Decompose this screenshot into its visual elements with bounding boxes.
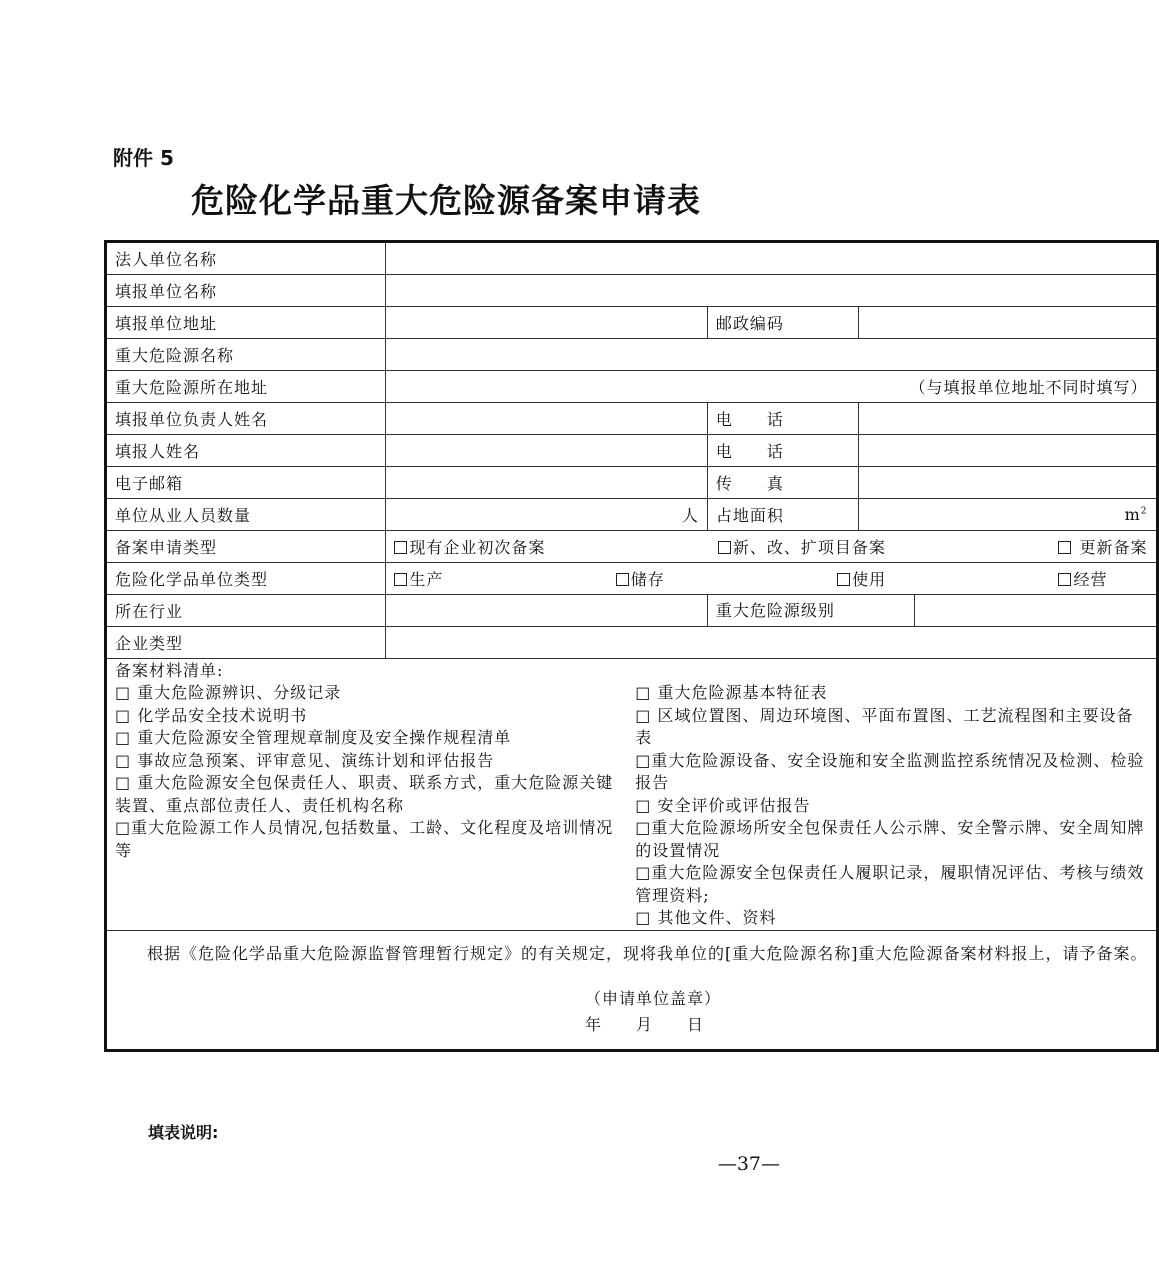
row-declaration: [106, 930, 1158, 1050]
label-chem-unit-type: 危险化学品单位类型: [106, 563, 386, 595]
material-item[interactable]: □ 重大危险源基本特征表: [635, 683, 828, 702]
field-industry[interactable]: [386, 595, 708, 627]
materials-heading: 备案材料清单:: [115, 661, 224, 680]
label-industry: 所在行业: [106, 595, 386, 627]
label-filing-type: 备案申请类型: [106, 531, 386, 563]
material-item[interactable]: □ 重大危险源安全管理规章制度及安全操作规程清单: [115, 728, 512, 747]
filing-form-table: [104, 240, 1159, 1052]
area-unit: m: [1124, 505, 1141, 524]
field-employee-count[interactable]: [386, 499, 708, 531]
filing-type-option-initial[interactable]: 现有企业初次备案: [394, 535, 545, 558]
chem-unit-option-operate[interactable]: 经营: [1058, 567, 1107, 590]
stamp-label: （申请单位盖章）: [585, 988, 722, 1008]
field-legal-unit-name[interactable]: [386, 242, 1157, 275]
chem-unit-option-use[interactable]: 使用: [837, 567, 886, 590]
material-item[interactable]: □重大危险源设备、安全设施和安全监测监控系统情况及检测、检验报告: [635, 750, 1145, 792]
filing-type-options: [386, 531, 1157, 563]
row-enterprise-type: [106, 627, 1158, 659]
row-hazard-name: [106, 339, 1158, 371]
label-reporter-name: 填报人姓名: [106, 435, 386, 467]
field-floor-area[interactable]: [858, 499, 1157, 531]
row-materials: [106, 659, 1158, 931]
material-item[interactable]: □ 区域位置图、周边环境图、平面布置图、工艺流程图和主要设备表: [635, 705, 1134, 747]
field-reporting-unit-address[interactable]: [386, 307, 708, 339]
attachment-label: 附件 5: [113, 146, 174, 170]
label-phone: 电 话: [707, 403, 858, 435]
field-hazard-level[interactable]: [915, 595, 1157, 627]
checkbox-icon: [1058, 573, 1071, 586]
field-reporter-name[interactable]: [386, 435, 708, 467]
row-email: [106, 467, 1158, 499]
label-fax: 传 真: [707, 467, 858, 499]
row-reporter: [106, 435, 1158, 467]
field-hazard-source-name[interactable]: [386, 339, 1157, 371]
field-reporting-unit-name[interactable]: [386, 275, 1157, 307]
row-unit-leader: [106, 403, 1158, 435]
material-item[interactable]: □ 重大危险源辨识、分级记录: [115, 683, 342, 702]
label-legal-unit-name: 法人单位名称: [106, 242, 386, 275]
page-number: —37—: [717, 1153, 780, 1175]
label-unit-leader-name: 填报单位负责人姓名: [106, 403, 386, 435]
filing-type-option-project[interactable]: 新、改、扩项目备案: [718, 535, 886, 558]
checkbox-icon: [394, 573, 407, 586]
field-reporter-phone[interactable]: [858, 435, 1157, 467]
field-postal-code[interactable]: [858, 307, 1157, 339]
label-employee-count: 单位从业人员数量: [106, 499, 386, 531]
row-industry: [106, 595, 1158, 627]
label-reporter-phone: 电 话: [707, 435, 858, 467]
checkbox-icon: [837, 573, 850, 586]
area-unit-sup: 2: [1140, 506, 1148, 517]
material-item[interactable]: □重大危险源场所安全包保责任人公示牌、安全警示牌、安全周知牌的设置情况: [635, 818, 1145, 860]
declaration-text: 根据《危险化学品重大危险源监督管理暂行规定》的有关规定，现将我单位的[重大危险源名称]重大危险源备案材料报上，请予备案。: [147, 943, 1148, 963]
label-floor-area: 占地面积: [707, 499, 858, 531]
row-filing-type: [106, 531, 1158, 563]
row-chem-unit-type: [106, 563, 1158, 595]
address-hint: （与填报单位地址不同时填写）: [909, 378, 1148, 397]
label-enterprise-type: 企业类型: [106, 627, 386, 659]
field-hazard-source-address[interactable]: [386, 371, 1157, 403]
field-email[interactable]: [386, 467, 708, 499]
row-employees: [106, 499, 1158, 531]
checkbox-icon: [394, 541, 407, 554]
label-reporting-unit-name: 填报单位名称: [106, 275, 386, 307]
label-hazard-source-address: 重大危险源所在地址: [106, 371, 386, 403]
material-item[interactable]: □重大危险源工作人员情况,包括数量、工龄、文化程度及培训情况等: [115, 818, 614, 860]
declaration-cell: [106, 930, 1158, 1050]
filing-type-option-update[interactable]: 更新备案: [1058, 535, 1147, 558]
materials-right-column: [627, 682, 1147, 930]
field-fax[interactable]: [858, 467, 1157, 499]
date-label: 年 月 日: [585, 1014, 705, 1034]
materials-left-column: [115, 682, 627, 930]
field-unit-leader-name[interactable]: [386, 403, 708, 435]
field-leader-phone[interactable]: [858, 403, 1157, 435]
person-unit: 人: [681, 506, 699, 525]
material-item[interactable]: □ 重大危险源安全包保责任人、职责、联系方式，重大危险源关键装置、重点部位责任人、责任机构名称: [115, 773, 614, 815]
field-enterprise-type[interactable]: [386, 627, 1157, 659]
fill-instructions-label: 填表说明:: [148, 1123, 219, 1142]
label-email: 电子邮箱: [106, 467, 386, 499]
chem-unit-option-produce[interactable]: 生产: [394, 567, 443, 590]
chem-unit-type-options: [386, 563, 1157, 595]
row-legal-unit: [106, 242, 1158, 275]
material-item[interactable]: □ 事故应急预案、评审意见、演练计划和评估报告: [115, 750, 495, 770]
row-reporting-address: [106, 307, 1158, 339]
label-postal-code: 邮政编码: [707, 307, 858, 339]
material-item[interactable]: □重大危险源安全包保责任人履职记录，履职情况评估、考核与绩效管理资料;: [635, 863, 1145, 905]
checkbox-icon: [718, 541, 731, 554]
row-reporting-unit: [106, 275, 1158, 307]
label-reporting-unit-address: 填报单位地址: [106, 307, 386, 339]
materials-list: [106, 659, 1158, 931]
label-hazard-level: 重大危险源级别: [707, 595, 914, 627]
material-item[interactable]: □ 其他文件、资料: [635, 908, 777, 927]
chem-unit-option-store[interactable]: 储存: [616, 567, 665, 590]
row-hazard-address: [106, 371, 1158, 403]
label-hazard-source-name: 重大危险源名称: [106, 339, 386, 371]
checkbox-icon: [616, 573, 629, 586]
material-item[interactable]: □ 化学品安全技术说明书: [115, 705, 308, 725]
form-title: 危险化学品重大危险源备案申请表: [191, 181, 701, 220]
material-item[interactable]: □ 安全评价或评估报告: [635, 795, 811, 815]
checkbox-icon: [1058, 541, 1071, 554]
